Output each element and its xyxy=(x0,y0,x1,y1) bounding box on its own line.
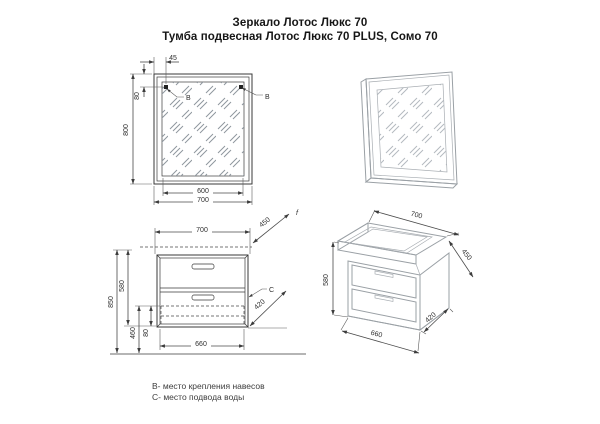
dim-hook-offset-x: 45 xyxy=(169,55,177,62)
dim-iso-width: 700 xyxy=(409,210,423,221)
hook-point-left xyxy=(164,85,168,89)
dim-water-height: 460 xyxy=(130,327,137,339)
mirror-glass-hatch xyxy=(162,82,244,176)
iso-drawer1 xyxy=(352,265,416,298)
mirror-iso-glass-hatch xyxy=(377,84,447,172)
legend-line-water: С- место подвода воды xyxy=(152,392,245,402)
mirror-front-view xyxy=(123,55,270,205)
dim-hook-drop: 80 xyxy=(134,92,141,100)
title-line-cabinet: Тумба подвесная Лотос Люкс 70 PLUS, Сомо 70 xyxy=(162,31,438,43)
dim-iso-bottom-width: 660 xyxy=(369,329,383,340)
dim-iso-bottom-depth: 420 xyxy=(424,311,438,325)
dim-cab-depth: 450 xyxy=(258,216,272,230)
mark-f: f xyxy=(296,210,298,217)
dim-body-height: 580 xyxy=(119,280,126,292)
dim-mirror-outer-width: 700 xyxy=(197,197,209,204)
mirror-iso-view xyxy=(361,72,457,188)
dim-mirror-inner-width: 600 xyxy=(197,188,209,195)
dim-bottom-width: 660 xyxy=(195,341,207,348)
title-line-mirror: Зеркало Лотос Люкс 70 xyxy=(232,17,368,29)
hook-label-right: В xyxy=(265,94,270,101)
hook-label-left: В xyxy=(186,95,191,102)
cabinet-iso-view xyxy=(323,210,473,353)
water-label: С xyxy=(269,287,275,294)
drawer1-handle xyxy=(192,264,214,269)
basin-rim xyxy=(345,227,432,253)
dim-iso-depth: 450 xyxy=(459,248,473,262)
dim-bottom-depth: 420 xyxy=(253,298,267,312)
iso-drawer2 xyxy=(352,289,416,322)
dim-mirror-height: 800 xyxy=(123,124,130,136)
drawer2-handle xyxy=(192,295,214,300)
legend-line-hooks: В- место крепления навесов xyxy=(152,381,265,391)
dim-water-gap: 80 xyxy=(143,329,150,337)
cabinet-front-view xyxy=(108,210,306,354)
dim-total-height: 850 xyxy=(108,296,115,308)
legend xyxy=(152,381,265,403)
dim-iso-height: 580 xyxy=(323,274,330,286)
dim-cab-width: 700 xyxy=(196,227,208,234)
